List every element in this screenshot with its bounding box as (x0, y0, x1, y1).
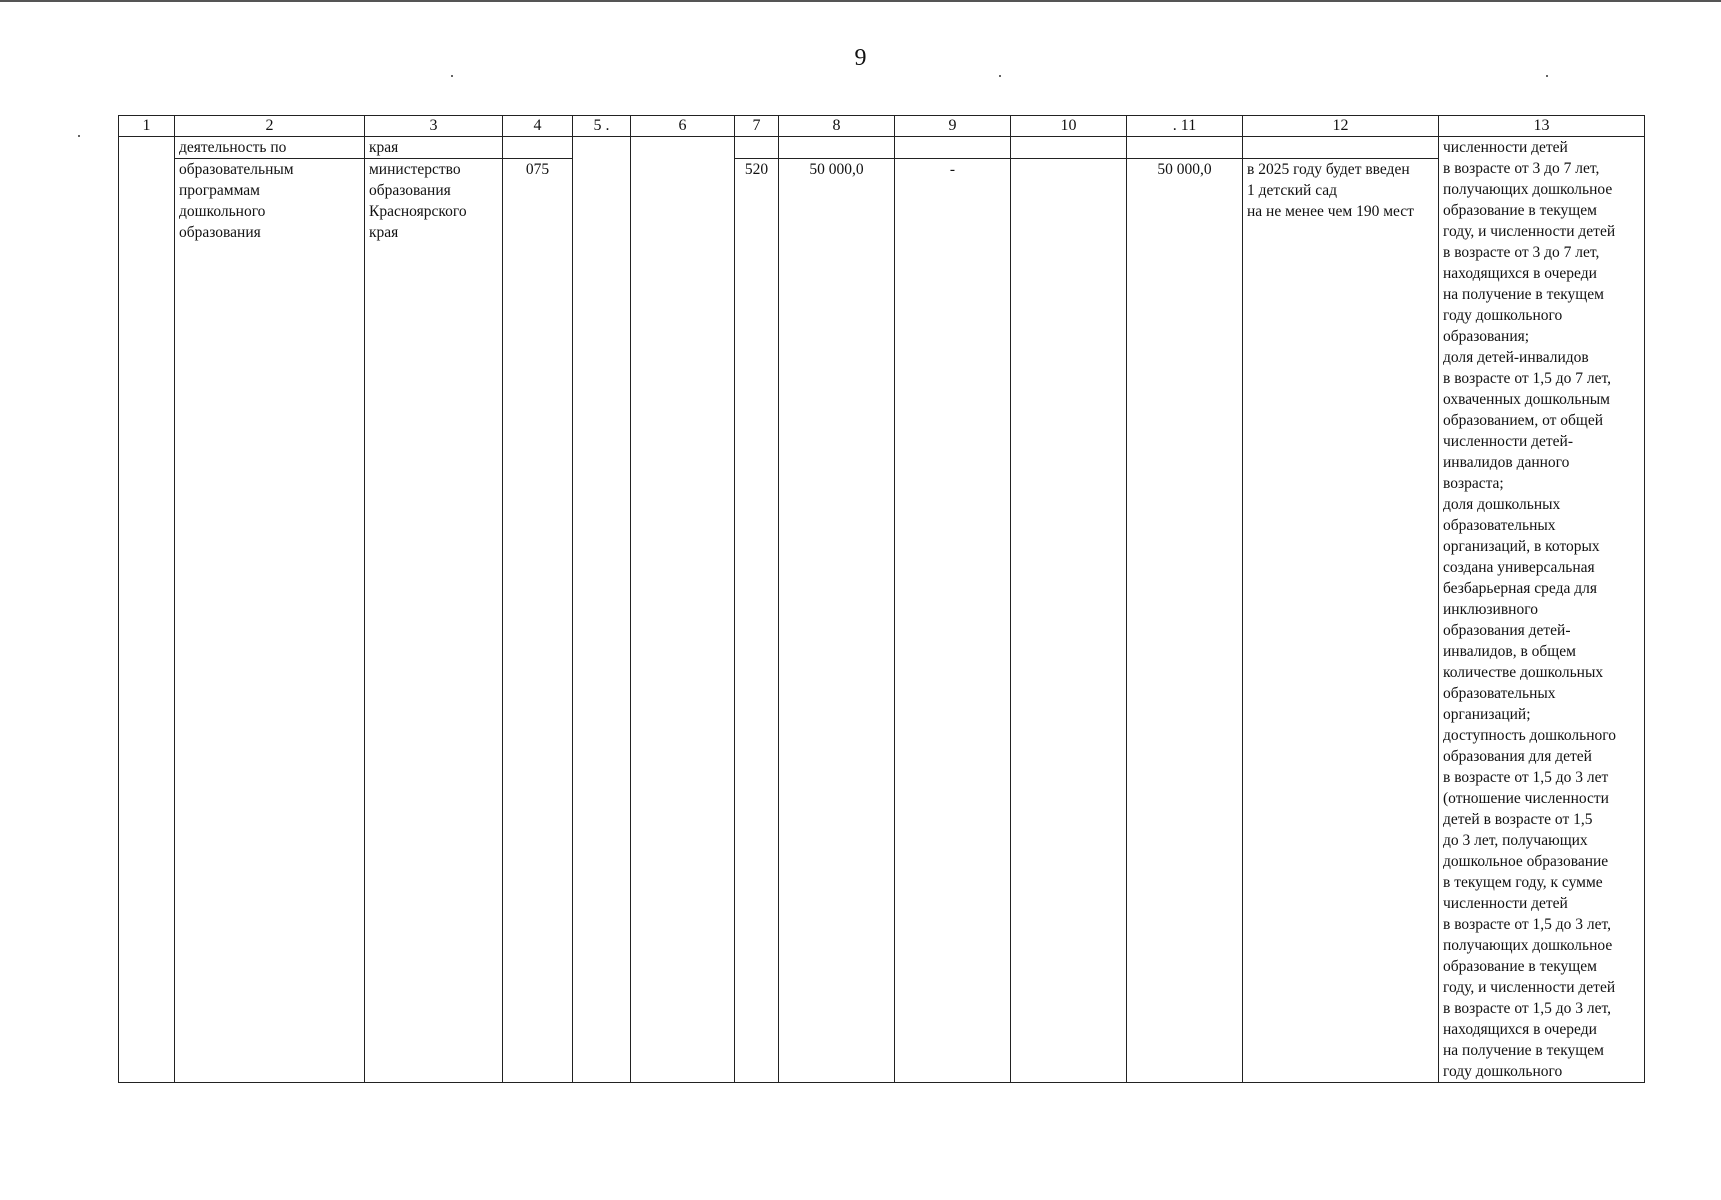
cell-col6 (631, 137, 735, 1083)
cell-expense-type: 520 (735, 159, 779, 1083)
cell-col5 (573, 137, 631, 1083)
cell-executor-first-line: края (365, 137, 503, 159)
cell-indicators (1439, 137, 1645, 1083)
scan-speck (451, 75, 453, 77)
column-header-3: 3 (365, 116, 503, 137)
cell-activity: образовательным программам дошкольного образования (175, 159, 365, 1083)
program-table (118, 115, 1645, 1083)
indicators-first-line: численности детей (1443, 139, 1568, 156)
cell-expected-result: в 2025 году будет введен 1 детский сад на не менее чем 190 мест (1243, 159, 1439, 1083)
table-row-continuation (119, 137, 1645, 159)
page-number: 9 (854, 45, 867, 71)
cell-col7-top (735, 137, 779, 159)
cell-col4-top (503, 137, 573, 159)
cell-amount-col8: 50 000,0 (779, 159, 895, 1083)
column-header-10: 10 (1011, 116, 1127, 137)
column-header-6: 6 (631, 116, 735, 137)
column-header-2: 2 (175, 116, 365, 137)
column-header-8: 8 (779, 116, 895, 137)
cell-amount-total: 50 000,0 (1127, 159, 1243, 1083)
cell-col1 (119, 137, 175, 1083)
scan-speck (1546, 75, 1548, 77)
scan-speck (999, 75, 1001, 77)
header-row (119, 116, 1645, 137)
column-header-11: . 11 (1127, 116, 1243, 137)
indicators-text: в возрасте от 3 до 7 лет, получающих дошкольное образование в текущем году, и численности детей в возрасте от 3 до 7 лет, находящихся в очереди на получение в текущем году дошкольного образования; доля детей-инвалидов в возрасте от 1,5 до 7 лет, охваченных дошкольным образованием, от общей численности детей- инвалидов данного возраста; доля дошкольных образовательных организаций, в которых создана универсальная безбарьерная среда для инклюзивного образования детей- инвалидов, в общем количестве дошкольных образовательных организаций; доступность дошкольного образования для детей в возрасте от 1,5 до 3 лет (отношение численности детей в возрасте от 1,5 до 3 лет, получающих дошкольное образование в текущем году, к сумме численности детей в возрасте от 1,5 до 3 лет, получающих дошкольное образование в текущем году, и численности детей в возрасте от 1,5 до 3 лет, находящихся в очереди на получение в текущем году дошкольного (1443, 160, 1616, 1080)
column-header-5: 5 . (573, 116, 631, 137)
cell-executor: министерство образования Красноярского края (365, 159, 503, 1083)
scan-top-edge (0, 0, 1721, 2)
column-header-7: 7 (735, 116, 779, 137)
column-header-1: 1 (119, 116, 175, 137)
column-header-13: 13 (1439, 116, 1645, 137)
cell-amount-col9: - (895, 159, 1011, 1083)
cell-amount-col10 (1011, 159, 1127, 1083)
cell-col9-top (895, 137, 1011, 159)
cell-col12-top (1243, 137, 1439, 159)
column-header-9: 9 (895, 116, 1011, 137)
cell-col11-top (1127, 137, 1243, 159)
table-row (119, 159, 1645, 1083)
cell-ministry-code: 075 (503, 159, 573, 1083)
cell-activity-first-line: деятельность по (175, 137, 365, 159)
cell-col8-top (779, 137, 895, 159)
cell-col10-top (1011, 137, 1127, 159)
column-header-12: 12 (1243, 116, 1439, 137)
column-header-4: 4 (503, 116, 573, 137)
scan-speck (78, 135, 80, 137)
